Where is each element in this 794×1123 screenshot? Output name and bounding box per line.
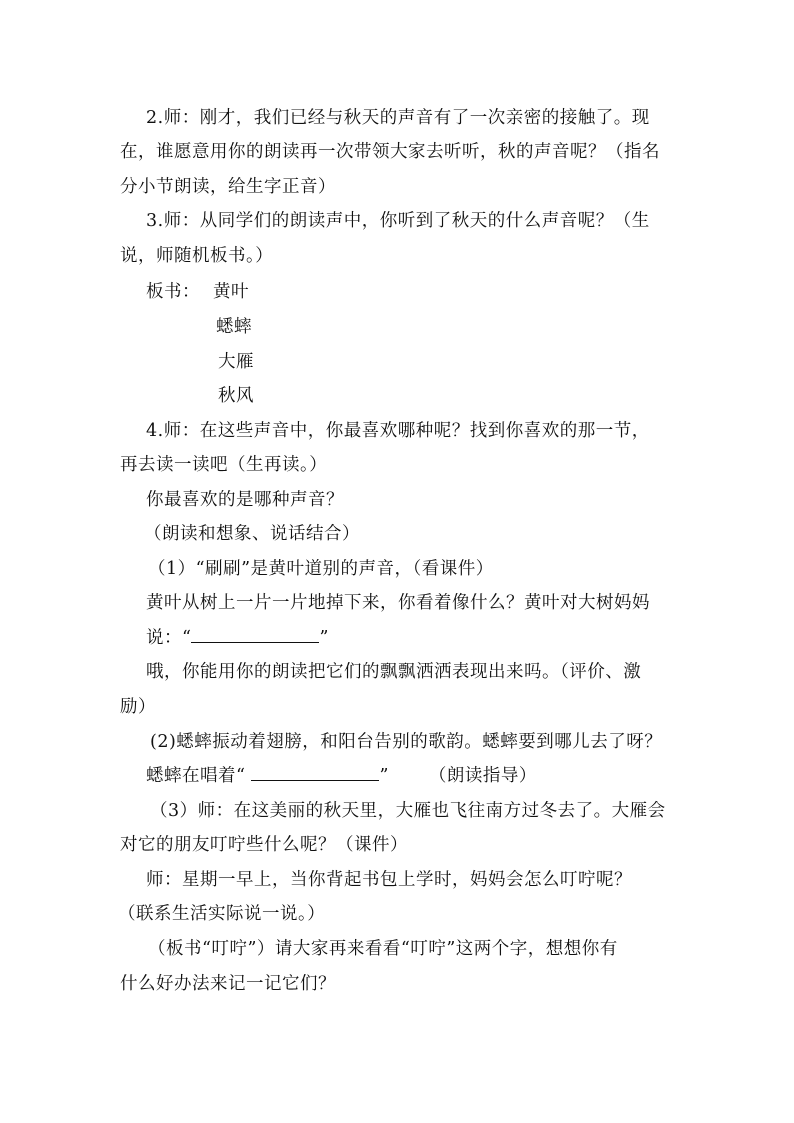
fill-in-blank [251,764,379,781]
paragraph-line: （朗读和想象、说话结合） [144,524,360,544]
paragraph-line: 师：星期一早上，当你背起书包上学时，妈妈会怎么叮咛呢？ [146,870,632,890]
fill-in-blank [191,626,319,643]
blackboard-label: 板书： [146,282,200,302]
paragraph-line: (2)蟋蟀振动着翅膀，和阳台告别的歌韵。蟋蟀要到哪儿去了呀？ [150,732,663,752]
paragraph-line: 3.师：从同学们的朗读声中，你听到了秋天的什么声音呢？（生 [146,211,650,231]
paragraph-line: 什么好办法来记一记它们？ [120,974,336,994]
paragraph-line: 说，师随机板书。） [120,246,274,266]
paragraph-line: 4.师：在这些声音中，你最喜欢哪种呢？找到你喜欢的那一节， [146,421,650,441]
paragraph-line: 励） [120,697,156,717]
paragraph-line: （3）师：在这美丽的秋天里，大雁也飞往南方过冬去了。大雁会 [150,801,666,821]
blackboard-item: 蟋蟀 [216,317,252,337]
quote-prefix: 蟋蟀在唱着“ [146,766,246,786]
paragraph-line: 你最喜欢的是哪种声音？ [146,490,344,510]
paragraph-line: 分小节朗读，给生字正音） [120,177,336,197]
reading-guidance-note: （朗读指导） [428,766,537,786]
paragraph-line [146,764,537,788]
paragraph-line: 在，谁愿意用你的朗读再一次带领大家去听听，秋的声音呢？（指名 [120,142,660,162]
blackboard-item: 秋风 [218,386,254,406]
quote-close: ” [319,628,329,648]
paragraph-line: （1）“刷刷”是黄叶道别的声音，（看课件） [148,559,494,579]
paragraph-line [146,626,329,650]
blackboard-item: 黄叶 [213,282,249,302]
paragraph-line: 再去读一读吧（生再读。） [120,455,328,475]
paragraph-line: （联系生活实际说一说。） [118,904,326,924]
quote-close: ” [379,766,389,786]
paragraph-line: 黄叶从树上一片一片地掉下来，你看着像什么？黄叶对大树妈妈 [146,593,650,613]
paragraph-line: （板书“叮咛”）请大家再来看看“叮咛”这两个字，想想你有 [148,939,618,959]
quote-prefix: 说：“ [146,628,192,648]
blackboard-item: 大雁 [218,352,254,372]
paragraph-line: 哦，你能用你的朗读把它们的飘飘洒洒表现出来吗。（评价、激 [146,662,642,682]
paragraph-line: 对它的朋友叮咛些什么呢？（课件） [120,835,408,855]
paragraph-line: 2.师：刚才，我们已经与秋天的声音有了一次亲密的接触了。现 [146,108,650,128]
